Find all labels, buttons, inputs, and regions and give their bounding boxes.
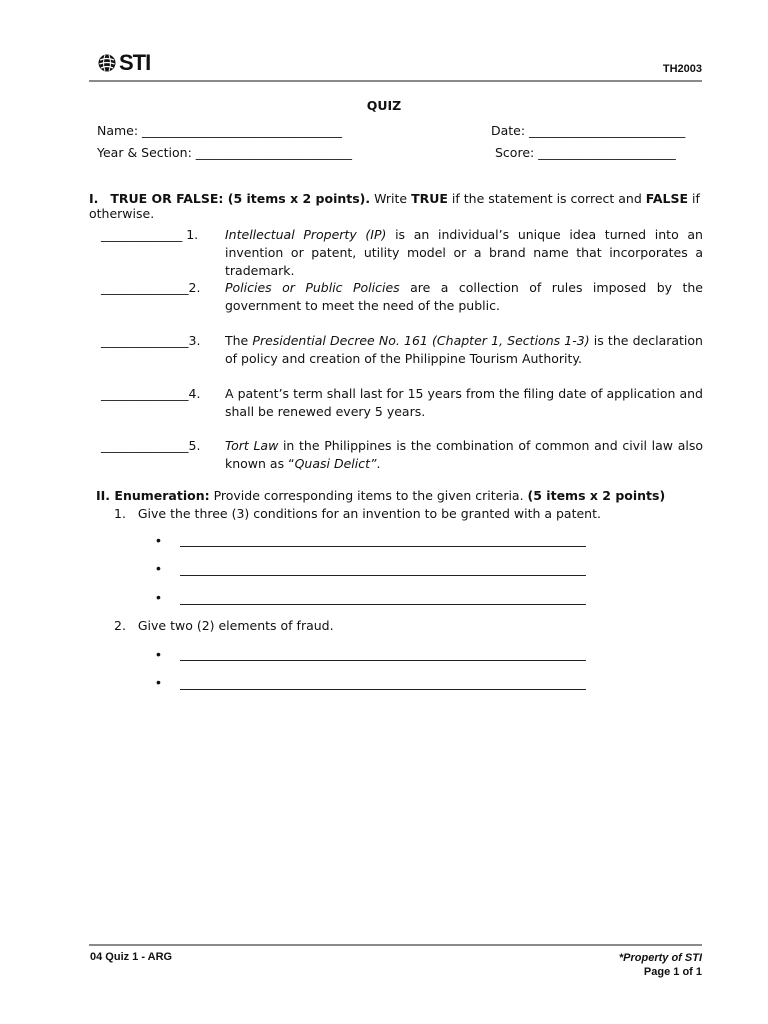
answer-blank-1[interactable]: _____________ 1.: [101, 227, 199, 242]
tf-statement-3: [225, 332, 703, 368]
question-2: 2. Give two (2) elements of fraud.: [114, 618, 334, 633]
section-1-instr-c: if otherwise.: [89, 191, 700, 221]
section-2-title: II. Enumeration:: [96, 488, 210, 503]
answer-line-1-2[interactable]: [180, 575, 586, 576]
section-1-instr-b: if the statement is correct and: [447, 191, 646, 206]
tf-term-1: Intellectual Property (IP): [225, 227, 387, 242]
question-1: 1. Give the three (3) conditions for an invention to be granted with a patent.: [114, 506, 601, 521]
tf-statement-2: [225, 279, 703, 315]
date-field[interactable]: Date: _________________________: [491, 123, 686, 138]
footer-doc-label: 04 Quiz 1 - ARG: [90, 951, 173, 963]
bullet-icon: •: [156, 560, 161, 576]
bullet-icon: •: [156, 589, 161, 605]
tf-pre-3: The: [225, 333, 253, 348]
tf-mid-5: in the Philippines is the combination of common and civil law also known as “: [225, 438, 703, 471]
section-2-points: (5 items x 2 points): [527, 488, 666, 503]
globe-icon: [97, 53, 117, 73]
bullet-icon: •: [156, 646, 161, 662]
logo-text: STI: [119, 50, 151, 75]
answer-line-2-1[interactable]: [180, 660, 586, 661]
page-number: Page 1 of 1: [643, 966, 702, 978]
tf-term-5: Tort Law: [225, 438, 279, 453]
section-2-instr: Provide corresponding items to the given criteria.: [209, 488, 528, 503]
answer-blank-4[interactable]: ______________4.: [101, 386, 201, 401]
answer-line-1-3[interactable]: [180, 604, 586, 605]
score-field[interactable]: Score: ______________________: [495, 145, 676, 160]
document-code: TH2003: [662, 63, 702, 75]
answer-blank-5[interactable]: ______________5.: [101, 438, 201, 453]
section-1-instr-a: Write: [370, 191, 412, 206]
header-divider: [89, 80, 702, 82]
year-section-field[interactable]: Year & Section: _________________________: [97, 145, 353, 160]
answer-blank-3[interactable]: ______________3.: [101, 333, 201, 348]
answer-line-2-2[interactable]: [180, 689, 586, 690]
tf-statement-4: [225, 385, 703, 421]
false-word: FALSE: [645, 191, 689, 206]
property-note: *Property of STI: [618, 952, 702, 964]
name-field[interactable]: Name: ________________________________: [97, 123, 343, 138]
tf-end-5: .: [376, 456, 381, 471]
bullet-icon: •: [156, 532, 161, 548]
tf-term-3: Presidential Decree No. 161 (Chapter 1, Sections 1-3): [252, 333, 590, 348]
tf-rest-2: are a collection of rules imposed by the government to meet the need of the public.: [225, 280, 704, 313]
bullet-icon: •: [156, 674, 161, 690]
tf-rest-3: is the declaration of policy and creation of the Philippine Tourism Authority.: [225, 333, 703, 366]
footer-right: [619, 951, 702, 979]
tf-term2-5: Quasi Delict”: [294, 456, 377, 471]
page-title: QUIZ: [366, 98, 402, 113]
section-1-roman: I.: [89, 191, 99, 206]
section-1-title: TRUE OR FALSE: (5 items x 2 points).: [110, 191, 371, 206]
tf-statement-1: [225, 226, 703, 280]
sti-logo: [97, 50, 150, 76]
answer-blank-2[interactable]: ______________2.: [101, 280, 201, 295]
section-1-heading: [89, 191, 768, 221]
tf-rest-1: is an individual’s unique idea turned into an invention or patent, utility model or a brand name that incorporates a trademark.: [225, 227, 703, 278]
tf-statement-5: [225, 437, 703, 473]
true-word: TRUE: [411, 191, 448, 206]
answer-line-1-1[interactable]: [180, 546, 586, 547]
footer-divider: [89, 944, 702, 946]
section-2-heading: [96, 488, 665, 503]
tf-rest-4: A patent’s term shall last for 15 years from the filing date of application and shall be renewed every 5 years.: [225, 386, 703, 419]
tf-term-2: Policies or Public Policies: [225, 280, 400, 295]
